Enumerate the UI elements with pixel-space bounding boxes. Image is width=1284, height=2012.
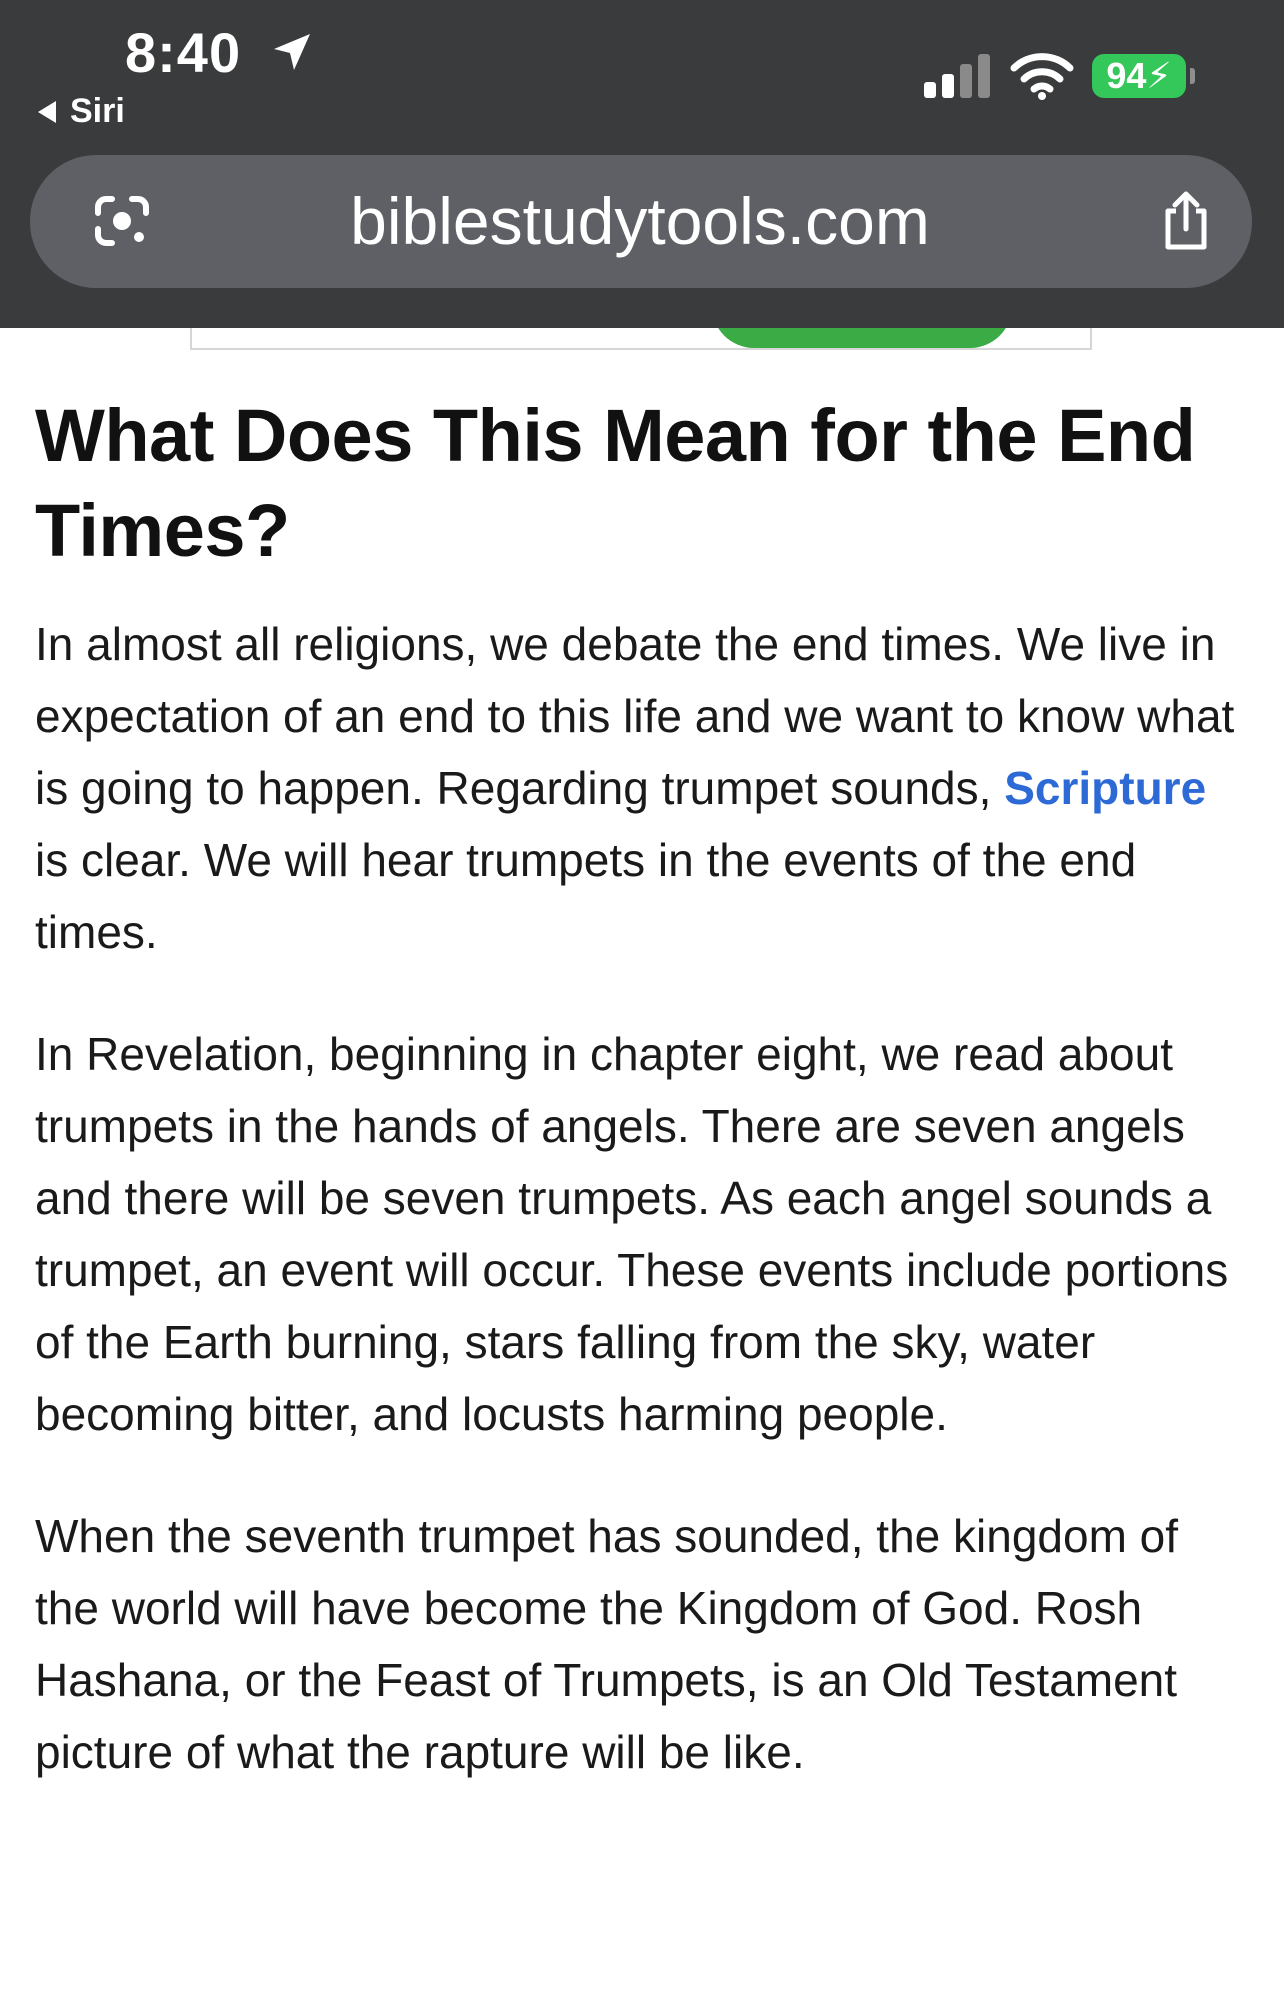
paragraph-1-text-start: In almost all religions, we debate the end times. We live in expectation of an end to this life and we want to know what is going to happen. Regarding trumpet sounds, bbox=[35, 618, 1235, 814]
battery-level: 94 bbox=[1106, 55, 1147, 96]
wifi-icon bbox=[1010, 50, 1074, 100]
bolt-glyph: ⚡ bbox=[1146, 55, 1172, 96]
cellular-signal-icon bbox=[924, 54, 992, 98]
address-bar[interactable] bbox=[30, 155, 1252, 288]
paragraph-1-text-end: is clear. We will hear trumpets in the events of the end times. bbox=[35, 834, 1137, 958]
paragraph-3: When the seventh trumpet has sounded, the kingdom of the world will have become the Kingdom of God. Rosh Hashana, or the Feast of Trumpets, is an Old Testament picture of what the rapture will be like. bbox=[35, 1510, 1179, 1778]
paragraph-1 bbox=[35, 608, 1250, 968]
location-arrow-icon bbox=[268, 28, 316, 76]
url-text[interactable]: biblestudytools.com bbox=[350, 184, 930, 258]
ad-graphic bbox=[712, 328, 1012, 348]
back-to-app-label: Siri bbox=[70, 92, 125, 130]
battery-cap bbox=[1190, 68, 1195, 84]
browser-chrome bbox=[0, 0, 1284, 328]
paragraph-2: In Revelation, beginning in chapter eight, we read about trumpets in the hands of angels. There are seven angels and there will be seven trumpets. As each angel sounds a trumpet, an event will occur. These events include portions of the Earth burning, stars falling from the sky, water becoming bitter, and locusts harming people. bbox=[35, 1028, 1229, 1440]
google-lens-icon[interactable] bbox=[92, 193, 152, 249]
section-heading: What Does This Mean for the End Times? bbox=[35, 394, 1196, 572]
back-triangle-icon bbox=[38, 101, 56, 123]
status-bar bbox=[0, 0, 1284, 140]
battery-charging-icon bbox=[1092, 54, 1186, 98]
share-icon[interactable] bbox=[1158, 189, 1214, 253]
article-body bbox=[35, 388, 1250, 1788]
status-time: 8:40 bbox=[125, 21, 242, 84]
ad-banner-remnant[interactable] bbox=[190, 328, 1092, 350]
back-to-siri-button[interactable] bbox=[38, 92, 125, 131]
scripture-link[interactable]: Scripture bbox=[1004, 762, 1207, 814]
